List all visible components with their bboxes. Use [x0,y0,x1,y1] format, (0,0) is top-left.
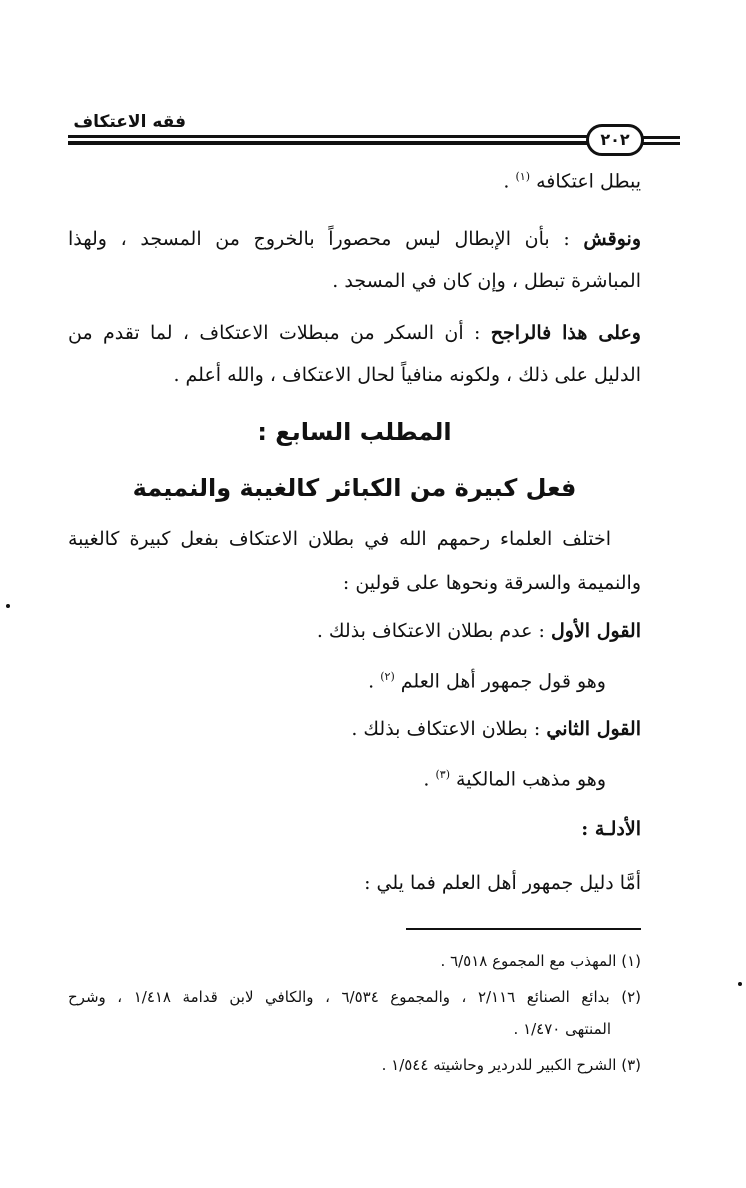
lead-term: وعلى هذا فالراجح [490,322,641,344]
paragraph-line: أمَّا دليل جمهور أهل العلم فما يلي : [364,872,641,894]
evidence-heading: الأدلـة : [581,818,641,840]
header-rule-right-lower [640,142,680,145]
paragraph-line: المباشرة تبطل ، وإن كان في المسجد . [332,270,641,292]
paragraph-line: والنميمة والسرقة ونحوها على قولين : [342,572,641,594]
text: : عدم بطلان الاعتكاف بذلك . [316,620,551,642]
text: : بأن الإبطال ليس محصوراً بالخروج من المسجد ، ولهذا [68,228,584,250]
text: وهو قول جمهور أهل العلم [400,670,606,693]
paragraph-line: اختلف العلماء رحمهم الله في بطلان الاعتكاف بفعل كبيرة كالغيبة [68,528,611,550]
text: : بطلان الاعتكاف بذلك . [351,718,547,740]
section-title: فعل كبيرة من الكبائر كالغيبة والنميمة [132,474,577,502]
footnote-ref: (٣) [435,768,450,781]
lead-term: القول الأول [550,620,641,642]
lead-term: القول الثاني [546,718,641,740]
header-rule [68,135,588,138]
footnote: (٣) الشرح الكبير للدردير وحاشيته ١/٥٤٤ . [381,1056,641,1074]
text: . [368,670,375,693]
scan-mark [738,982,742,986]
opinion-line [317,620,641,642]
lead-term: ونوقش [583,228,641,250]
text: . [503,170,510,193]
text: وهو مذهب المالكية [456,768,606,791]
footnote-rule [406,928,641,930]
footnote: (٢) بدائع الصنائع ٢/١١٦ ، والمجموع ٦/٥٣٤ ، والكافي لابن قدامة ١/٤١٨ ، وشرح [68,988,641,1006]
text: . [423,768,430,791]
paragraph-line [68,322,641,344]
paragraph-line [368,670,606,692]
running-title: فقه الاعتكاف [73,112,186,132]
opinion-line [351,718,641,740]
header-rule-right [640,136,680,139]
footnote-ref: (١) [515,170,531,183]
footnote-ref: (٢) [380,670,395,683]
paragraph-line [503,170,641,192]
section-heading: المطلب السابع : [257,418,452,446]
footnote: (١) المهذب مع المجموع ٦/٥١٨ . [440,952,641,970]
paragraph-line [68,228,641,250]
page-number: ٢٠٢ [586,124,644,156]
footnote-continuation: المنتهى ١/٤٧٠ . [513,1020,611,1038]
paragraph-line [423,768,606,790]
scan-mark [6,604,10,608]
text: يبطل اعتكافه [536,170,641,193]
paragraph-line: الدليل على ذلك ، ولكونه منافياً لحال الاعتكاف ، والله أعلم . [173,364,641,386]
text: : أن السكر من مبطلات الاعتكاف ، لما تقدم من [68,322,491,344]
header-rule-thick [68,141,588,145]
